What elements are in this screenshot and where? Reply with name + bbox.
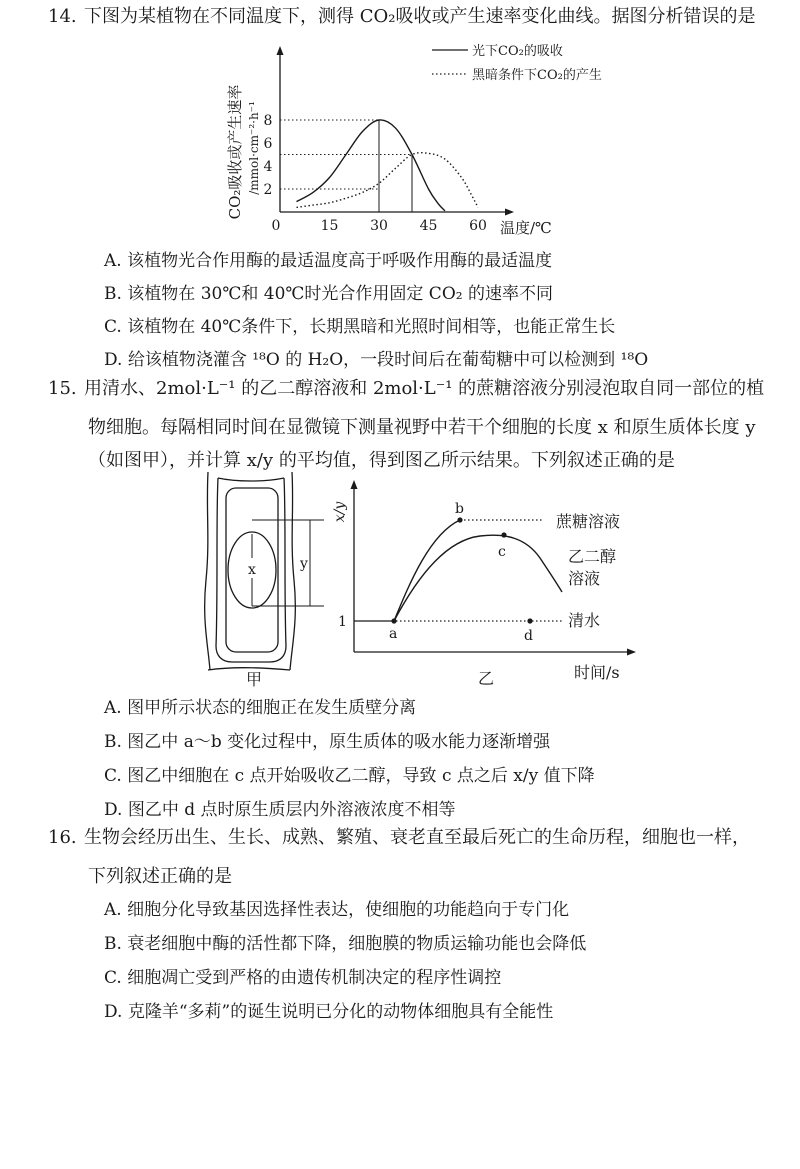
- q14-chart: [200, 30, 640, 245]
- x-tick-label: 30: [370, 218, 388, 234]
- q15-fig-jia: [196, 470, 346, 690]
- q14-option-a: A. 该植物光合作用酶的最适温度高于呼吸作用酶的最适温度: [104, 251, 553, 271]
- q14-ylabel-line2: /mmol·cm⁻²·h⁻¹: [247, 101, 261, 195]
- x-tick-label: 15: [320, 218, 339, 234]
- q16-option-d: D. 克隆羊“多莉”的诞生说明已分化的动物体细胞具有全能性: [104, 1002, 554, 1022]
- q14-xlabel: 温度/℃: [500, 219, 552, 237]
- q15-stem-line2: 物细胞。每隔相同时间在显微镜下测量视野中若干个细胞的长度 x 和原生质体长度 y: [88, 417, 756, 438]
- q14-y-axis-arrow: [277, 46, 284, 55]
- q15-option-b: B. 图乙中 a～b 变化过程中，原生质体的吸水能力逐渐增强: [104, 732, 551, 752]
- yi-xlabel: 时间/s: [574, 663, 620, 682]
- label-glycol-2: 溶液: [568, 569, 601, 588]
- q14-stem-text: 下图为某植物在不同温度下，测得 CO₂吸收或产生速率变化曲线。据图分析错误的是: [84, 6, 756, 27]
- q15-fig-yi: [330, 472, 660, 692]
- glycol-curve: [394, 535, 562, 621]
- point-b: [457, 517, 462, 522]
- q15-option-a: A. 图甲所示状态的细胞正在发生质壁分离: [104, 698, 417, 718]
- label-c: c: [498, 544, 506, 560]
- point-c: [501, 532, 506, 537]
- q14-legend-light: 光下CO₂的吸收: [472, 44, 563, 59]
- q15-stem-line1: 用清水、2mol·L⁻¹ 的乙二醇溶液和 2mol·L⁻¹ 的蔗糖溶液分别浸泡取自同一部位的植: [84, 378, 765, 399]
- q14-option-d: D. 给该植物浇灌含 ¹⁸O 的 H₂O，一段时间后在葡萄糖中可以检测到 ¹⁸O: [104, 350, 649, 370]
- point-d: [527, 618, 532, 623]
- q14-x-axis-arrow: [505, 209, 514, 216]
- series-dark-co2-production: [297, 153, 479, 208]
- y-label: y: [300, 556, 308, 572]
- yi-y-axis-arrow: [351, 480, 358, 489]
- q14-option-b: B. 该植物在 30℃和 40℃时光合作用固定 CO₂ 的速率不同: [104, 284, 553, 304]
- q14-number: 14.: [48, 6, 77, 27]
- q16-option-b: B. 衰老细胞中酶的活性都下降，细胞膜的物质运输功能也会降低: [104, 934, 587, 954]
- label-water: 清水: [568, 611, 601, 630]
- yi-ylabel: x/y: [332, 501, 348, 523]
- q16-option-c: C. 细胞凋亡受到严格的由遗传机制决定的程序性调控: [104, 968, 502, 988]
- q14-option-c: C. 该植物在 40℃条件下，长期黑暗和光照时间相等，也能正常生长: [104, 317, 616, 337]
- q16-stem: [48, 829, 750, 847]
- q14-origin: 0: [271, 218, 281, 234]
- q16-option-a: A. 细胞分化导致基因选择性表达，使细胞的功能趋向于专门化: [104, 900, 570, 920]
- y-tick-label: 2: [263, 182, 273, 198]
- q14-stem: [48, 8, 755, 26]
- q15-stem: [48, 380, 764, 398]
- label-d: d: [524, 628, 533, 644]
- q16-stem-line2: 下列叙述正确的是: [88, 866, 232, 887]
- y-tick-label: 8: [263, 113, 273, 129]
- label-glycol-1: 乙二醇: [568, 547, 617, 566]
- yi-caption: 乙: [478, 669, 495, 688]
- y-tick-label: 6: [263, 136, 273, 152]
- fig-jia-caption: 甲: [245, 670, 263, 689]
- x-tick-label: 60: [469, 218, 487, 234]
- label-a: a: [389, 626, 398, 642]
- yi-x-axis-arrow: [627, 649, 636, 656]
- q15-option-d: D. 图乙中 d 点时原生质层内外溶液浓度不相等: [104, 800, 456, 820]
- yi-y-tick-1: 1: [338, 614, 347, 630]
- q14-legend-dark: 黑暗条件下CO₂的产生: [472, 68, 602, 83]
- x-tick-label: 45: [419, 218, 438, 234]
- label-b: b: [455, 501, 464, 517]
- label-sucrose: 蔗糖溶液: [556, 512, 621, 531]
- q16-number: 16.: [48, 827, 77, 848]
- point-a: [391, 618, 396, 623]
- q14-ylabel-line1: CO₂吸收或产生速率: [226, 84, 244, 220]
- q15-stem-line3: （如图甲），并计算 x/y 的平均值，得到图乙所示结果。下列叙述正确的是: [88, 450, 675, 471]
- q15-option-c: C. 图乙中细胞在 c 点开始吸收乙二醇，导致 c 点之后 x/y 值下降: [104, 766, 595, 786]
- y-tick-label: 4: [263, 159, 273, 175]
- q16-stem-line1: 生物会经历出生、生长、成熟、繁殖、衰老直至最后死亡的生命历程，细胞也一样，: [84, 827, 750, 848]
- q15-number: 15.: [48, 378, 77, 399]
- series-light-co2-absorption: [297, 120, 446, 211]
- x-label: x: [248, 562, 256, 578]
